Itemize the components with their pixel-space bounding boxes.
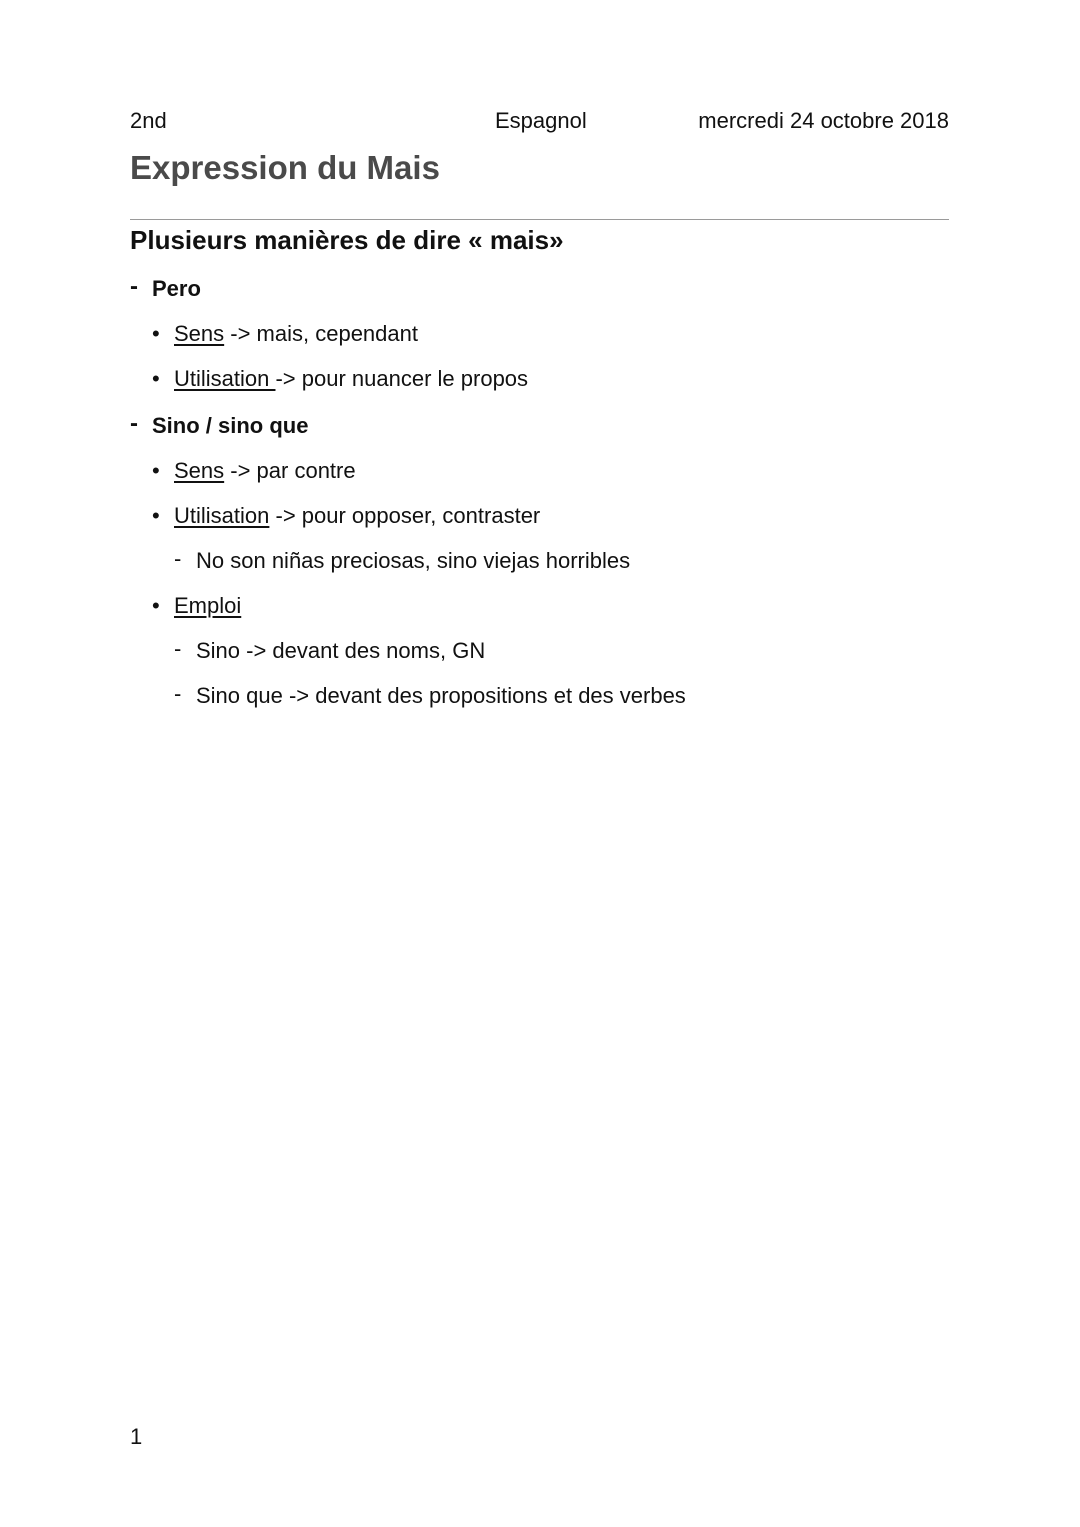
dash-marker: - (130, 410, 138, 437)
header-class-level: 2nd (130, 108, 167, 133)
label-emploi: Emploi (174, 593, 242, 618)
label-sens: Sens (174, 458, 225, 483)
page-title: Expression du Mais (130, 149, 440, 186)
text-utilisation: -> pour opposer, contraster (269, 503, 541, 528)
emploi-item: Sino -> devant des noms, GN (196, 638, 486, 663)
bullet-marker: • (152, 366, 160, 391)
list-item-sino-sens (174, 457, 356, 485)
dash-marker: - (174, 546, 182, 571)
text-utilisation: -> pour nuancer le propos (275, 366, 529, 391)
label-sens: Sens (174, 321, 225, 346)
outline-heading-sino: Sino / sino que (152, 413, 309, 438)
text-sens: -> mais, cependant (224, 321, 418, 346)
dash-marker: - (174, 636, 182, 661)
list-item-pero-sens (174, 320, 418, 348)
dash-marker: - (174, 681, 182, 706)
outline-heading-pero: Pero (152, 276, 201, 301)
header-date: mercredi 24 octobre 2018 (698, 108, 949, 133)
title-divider (130, 219, 949, 220)
dash-marker: - (130, 273, 138, 300)
list-item-sino-utilisation (174, 502, 540, 530)
page-number: 1 (130, 1424, 143, 1449)
list-item-pero-utilisation (174, 365, 528, 393)
bullet-marker: • (152, 503, 160, 528)
label-utilisation: Utilisation (174, 503, 270, 528)
emploi-item: Sino que -> devant des propositions et des verbes (196, 683, 686, 708)
bullet-marker: • (152, 321, 160, 346)
example-sentence: No son niñas preciosas, sino viejas horribles (196, 548, 631, 573)
header-subject: Espagnol (495, 108, 587, 133)
bullet-marker: • (152, 593, 160, 618)
bullet-marker: • (152, 458, 160, 483)
list-item-sino-emploi (174, 592, 241, 620)
label-utilisation: Utilisation (174, 366, 276, 391)
text-sens: -> par contre (224, 458, 356, 483)
section-subtitle: Plusieurs manières de dire « mais» (130, 225, 564, 255)
